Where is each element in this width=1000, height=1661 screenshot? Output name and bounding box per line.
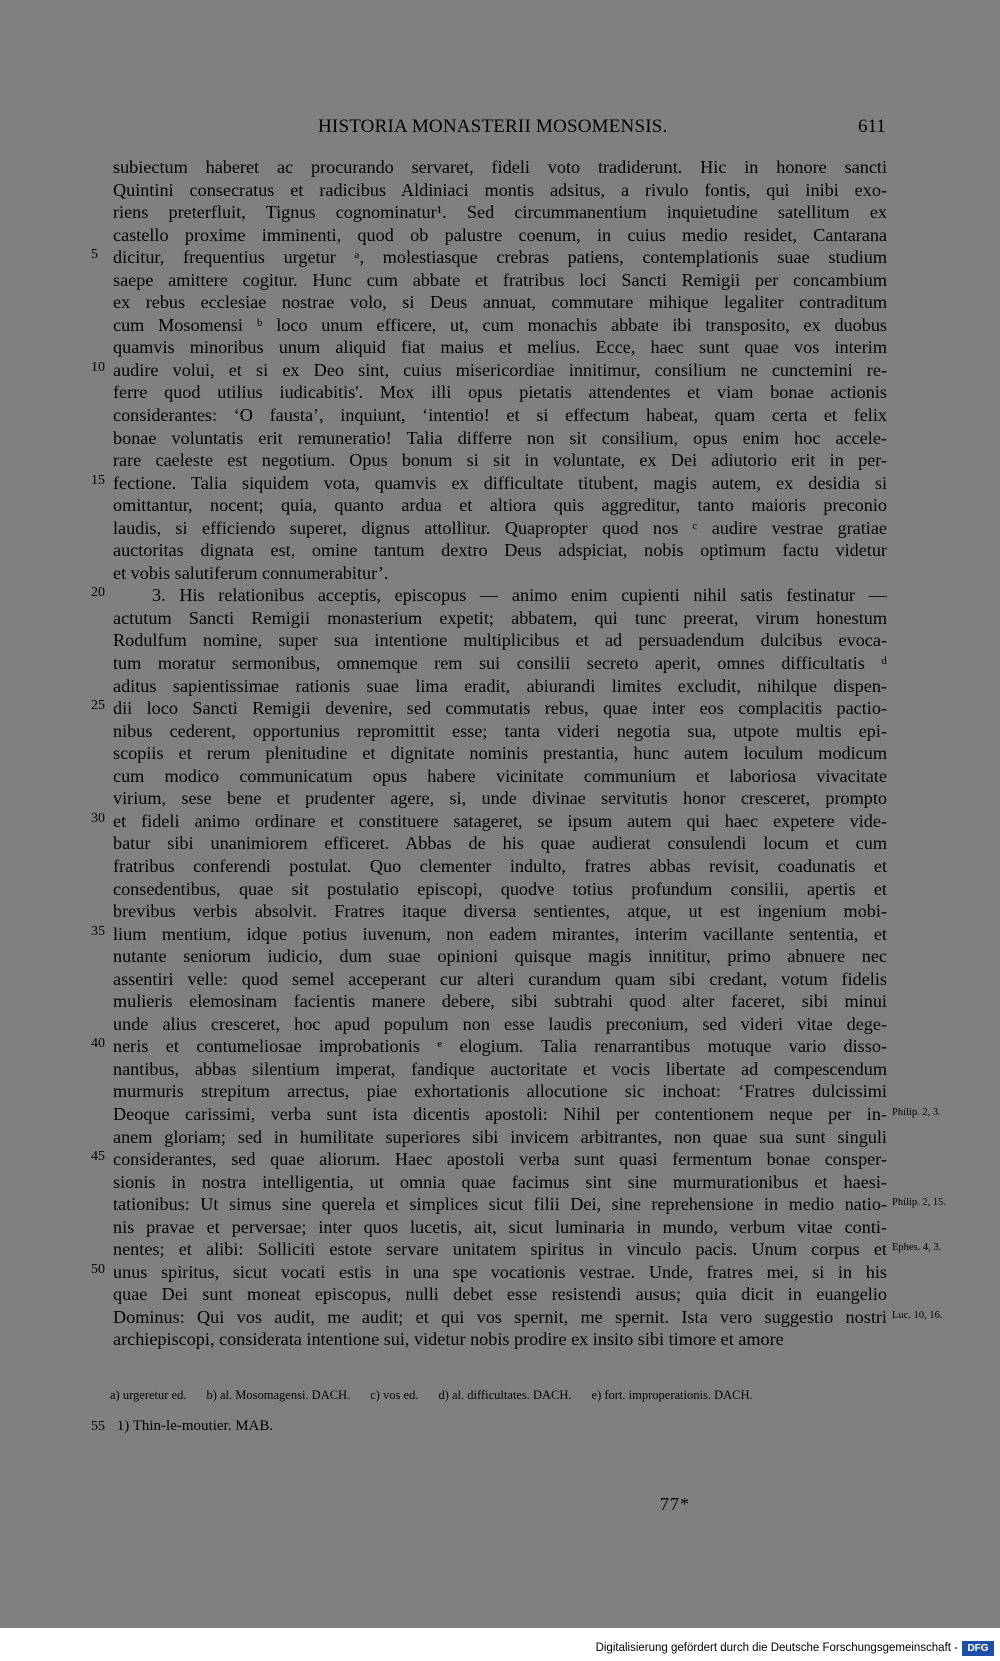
line-text: lium mentium, idque potius iuvenum, non eadem mirantes, interim vacillante sententia, et <box>113 923 887 944</box>
text-line <box>0 179 1000 202</box>
note-line-number: 55 <box>91 1419 105 1434</box>
text-line <box>0 787 1000 810</box>
footnote: b) al. Mosomagensi. DACH. <box>206 1388 351 1402</box>
line-text: omittantur, nocent; quia, quanto ardua et altiora quis aggreditur, tanto maioris preconio <box>113 495 887 516</box>
text-line <box>0 1171 1000 1194</box>
line-text: fratribus conferendi postulat. Quo clementer indulto, fratres abbas revisit, coadunatis et <box>113 855 887 876</box>
line-text: nibus cederent, opportunius repromittit esse; tanta videri negotia sua, utpote multis epi- <box>113 720 887 741</box>
text-line <box>0 652 1000 675</box>
text-line <box>0 156 1000 179</box>
text-line <box>0 1328 1000 1351</box>
page-number: 611 <box>858 116 886 137</box>
signature-mark: 77* <box>660 1494 690 1514</box>
footnote: a) urgeretur ed. <box>110 1388 187 1402</box>
running-header <box>0 116 1000 144</box>
line-text: dii loco Sancti Remigii devenire, sed commutatis rebus, quae inter eos complacitis pactio- <box>113 698 887 719</box>
line-text: Rodulfum nomine, super sua intentione multiplicibus et ad persuadendum dulcibus evoca- <box>113 630 887 651</box>
line-text: Dominus: Qui vos audit, me audit; et qui vos spernit, me spernit. Ista vero suggestio nostri <box>113 1306 887 1327</box>
text-line <box>0 517 1000 540</box>
line-text: scopiis et rerum plenitudine et dignitate nominis prestantia, hunc autem loculum modicum <box>113 743 887 764</box>
text-line <box>0 427 1000 450</box>
line-number: 20 <box>91 585 105 601</box>
text-line <box>0 697 1000 720</box>
text-line <box>0 878 1000 901</box>
line-text: quae Dei sunt moneat episcopus, nulli debet esse resistendi ausus; quia dicit in euangelio <box>113 1284 887 1305</box>
text-line <box>0 1080 1000 1103</box>
text-line <box>0 291 1000 314</box>
text-line <box>0 923 1000 946</box>
line-text: archiepiscopi, considerata intentione sui, videtur nobis prodire ex insito sibi timore et amore <box>113 1329 784 1350</box>
line-text: tum moratur sermonibus, omnemque rem sui consilii secreto aperit, omnes difficultatis ᵈ <box>113 653 887 674</box>
line-text: ferre quod utilius iudicabitis'. Mox illi opus pietatis attendentes et viam bonae actionis <box>113 382 887 403</box>
text-line <box>0 1306 1000 1329</box>
text-line <box>0 810 1000 833</box>
line-number: 50 <box>91 1261 105 1277</box>
line-text: cum modico communicatum opus habere vicinitate communium et laboriosa vivacitate <box>113 765 887 786</box>
text-line <box>0 990 1000 1013</box>
line-text: ex rebus ecclesiae nostrae volo, si Deus annuat, commutare mihique legaliter contraditum <box>113 292 887 313</box>
line-text: et vobis salutiferum connumerabitur’. <box>113 562 389 583</box>
line-number: 25 <box>91 698 105 714</box>
line-text: unde alius cresceret, hoc apud populum non esse laudis preconium, sed videri vitae dege- <box>113 1013 887 1034</box>
text-line <box>0 449 1000 472</box>
text-line <box>0 1013 1000 1036</box>
dfg-logo: DFG <box>962 1641 994 1656</box>
line-text: fectione. Talia siquidem vota, quamvis ex difficultate titubent, magis autem, ex desidia si <box>113 472 887 493</box>
text-line <box>0 607 1000 630</box>
text-line <box>0 855 1000 878</box>
line-text: et fideli animo ordinare et constituere satageret, se ipsum autem qui haec expetere vide- <box>113 810 887 831</box>
line-text: cum Mosomensi ᵇ loco unum efficere, ut, cum monachis abbate ibi transposito, ex duobus <box>113 314 887 335</box>
line-text: rare caeleste est negotium. Opus bonum si sit in voluntate, ex Dei adiutorio erit in per- <box>113 450 887 471</box>
line-text: audire volui, et si ex Deo sint, cuius misericordiae innitimur, consilium ne cunctemini re- <box>113 359 887 380</box>
text-line <box>0 224 1000 247</box>
line-text: castello proxime imminenti, quod ob palustre coenum, in cuius medio residet, Cantarana <box>113 224 887 245</box>
text-line <box>0 765 1000 788</box>
line-text: 3. His relationibus acceptis, episcopus — animo enim cupienti nihil satis festinatur — <box>152 585 887 606</box>
line-text: unus spiritus, sicut vocati estis in una spe vocationis vestrae. Unde, fratres mei, si in his <box>113 1261 887 1282</box>
footnote: c) vos ed. <box>370 1388 419 1402</box>
line-text: brevibus verbis absolvit. Fratres itaque diversa sentientes, atque, ut est ingenium mobi- <box>113 901 887 922</box>
line-text: Deoque carissimi, verba sunt ista dicentis apostoli: Nihil per contentionem neque per in- <box>113 1103 887 1124</box>
line-number: 35 <box>91 923 105 939</box>
text-line <box>0 336 1000 359</box>
line-text: dicitur, frequentius urgetur ᵃ, molestiasque crebras patiens, contemplationis suae studium <box>113 247 887 268</box>
text-line <box>0 201 1000 224</box>
footnote: e) fort. improperationis. DACH. <box>591 1388 753 1402</box>
line-number: 5 <box>91 247 98 263</box>
text-line <box>0 1035 1000 1058</box>
text-line <box>0 562 1000 585</box>
explanatory-note <box>91 1418 273 1435</box>
line-number: 45 <box>91 1149 105 1165</box>
text-line <box>0 675 1000 698</box>
text-line <box>0 742 1000 765</box>
credit-bar <box>0 1628 1000 1661</box>
line-text: saepe amittere cogitur. Hunc cum abbate et fratribus loci Sancti Remigii per concambium <box>113 269 887 290</box>
main-text <box>0 156 1000 1351</box>
text-line <box>0 1126 1000 1149</box>
line-text: considerantes: ‘O fausta’, inquiunt, ‘intentio! et si effectum habeat, quam certa et felix <box>113 405 887 426</box>
text-line <box>0 381 1000 404</box>
line-text: considerantes, sed quae aliorum. Haec apostoli verba sunt quasi fermentum bonae consper- <box>113 1149 887 1170</box>
text-line <box>0 1283 1000 1306</box>
line-text: nutante seniorum iudicio, dum suae opinioni quisque magis innititur, primo abnuere nec <box>113 946 887 967</box>
line-text: batur sibi unanimiorem efficeret. Abbas de his quae audierat consulendi locum et cum <box>113 833 887 854</box>
line-text: nantibus, abbas silentium imperat, fandique auctoritate et vocis libertate ad compescendum <box>113 1058 887 1079</box>
text-line <box>0 900 1000 923</box>
margin-reference: Ephes. 4, 3. <box>892 1242 942 1254</box>
text-line <box>0 472 1000 495</box>
margin-reference: Philip. 2, 15. <box>892 1197 946 1209</box>
line-number: 40 <box>91 1036 105 1052</box>
line-text: actutum Sancti Remigii monasterium expetit; abbatem, qui tunc preerat, virum honestum <box>113 607 887 628</box>
line-text: nentes; et alibi: Solliciti estote servare unitatem spiritus in vinculo pacis. Unum corpus et <box>113 1239 887 1260</box>
line-text: anem gloriam; sed in humilitate superiores sibi invicem arbitrantes, non quae sua sunt singuli <box>113 1126 887 1147</box>
text-line <box>0 494 1000 517</box>
critical-apparatus <box>110 1388 773 1403</box>
text-line <box>0 269 1000 292</box>
line-text: consedentibus, quae sit postulatio episcopi, quodve totius profundum consilii, apertis et <box>113 878 887 899</box>
line-text: assentiri velle: quod semel acceperant cur alteri curandum quam sibi credant, votum fidelis <box>113 968 887 989</box>
text-line <box>0 1216 1000 1239</box>
line-text: neris et contumeliosae improbationis ᵉ elogium. Talia renarrantibus motuque vario disso- <box>113 1036 887 1057</box>
line-number: 30 <box>91 810 105 826</box>
text-line <box>0 1058 1000 1081</box>
line-text: subiectum haberet ac procurando servaret, fideli voto tradiderunt. Hic in honore sancti <box>113 157 887 177</box>
text-line <box>0 404 1000 427</box>
line-text: nis pravae et perversae; inter quos lucetis, ait, sicut luminaria in mundo, verbum vitae conti- <box>113 1216 887 1237</box>
text-line <box>0 1261 1000 1284</box>
line-text: mulieris elemosinam facientis manere debere, sibi subtrahi quod alter faceret, sibi minui <box>113 991 887 1012</box>
line-number: 10 <box>91 359 105 375</box>
note-text: 1) Thin-le-moutier. MAB. <box>116 1418 274 1434</box>
line-text: riens preterfluit, Tignus cognominatur¹. Sed circummanentium inquietudine satellitum ex <box>113 202 887 223</box>
line-text: bonae voluntatis erit remuneratio! Talia differre non sit consilium, opus enim hoc accele- <box>113 427 887 448</box>
line-text: laudis, si efficiendo superet, dignus attollitur. Quapropter quod nos ᶜ audire vestrae gratiae <box>113 517 887 538</box>
text-line <box>0 1148 1000 1171</box>
text-line <box>0 539 1000 562</box>
text-line <box>0 359 1000 382</box>
line-number: 15 <box>91 472 105 488</box>
line-text: sionis in nostra intelligentia, ut omnia quae facimus sint sine murmurationibus et haesi- <box>113 1171 887 1192</box>
line-text: quamvis minoribus unum aliquid fiat maius et melius. Ecce, haec sunt quae vos interim <box>113 337 887 358</box>
running-title: HISTORIA MONASTERII MOSOMENSIS. <box>318 116 668 137</box>
line-text: murmuris strepitum arrectus, piae exhortationis allocutione sic inchoat: ‘Fratres dulcissimi <box>113 1081 887 1102</box>
text-line <box>0 1103 1000 1126</box>
text-line <box>0 720 1000 743</box>
line-text: auctoritas dignata est, omine tantum dextro Deus adspiciat, nobis optimum factu videtur <box>113 540 887 561</box>
text-line <box>0 1238 1000 1261</box>
footnote: d) al. difficultates. DACH. <box>438 1388 572 1402</box>
text-line <box>0 629 1000 652</box>
text-line <box>0 832 1000 855</box>
text-line <box>0 968 1000 991</box>
text-line <box>0 1193 1000 1216</box>
line-text: virium, sese bene et prudenter agere, si, unde divinae servitutis honor cresceret, prompto <box>113 788 887 809</box>
line-text: tationibus: Ut simus sine querela et simplices sicut filii Dei, sine reprehensione in medio natio- <box>113 1194 887 1215</box>
text-line <box>0 584 1000 607</box>
margin-reference: Philip. 2, 3. <box>892 1106 941 1118</box>
line-text: aditus sapientissimae rationis suae lima eradit, abiurandi limites excludit, nihilque dispen- <box>113 675 887 696</box>
margin-reference: Luc. 10, 16. <box>892 1309 943 1321</box>
line-text: Quintini consecratus et radicibus Aldiniaci montis adsitus, a rivulo fontis, qui inibi exo- <box>113 179 887 200</box>
text-line <box>0 246 1000 269</box>
text-line <box>0 314 1000 337</box>
text-line <box>0 945 1000 968</box>
dfg-credit: Digitalisierung gefördert durch die Deutsche Forschungsgemeinschaft - <box>595 1642 958 1654</box>
